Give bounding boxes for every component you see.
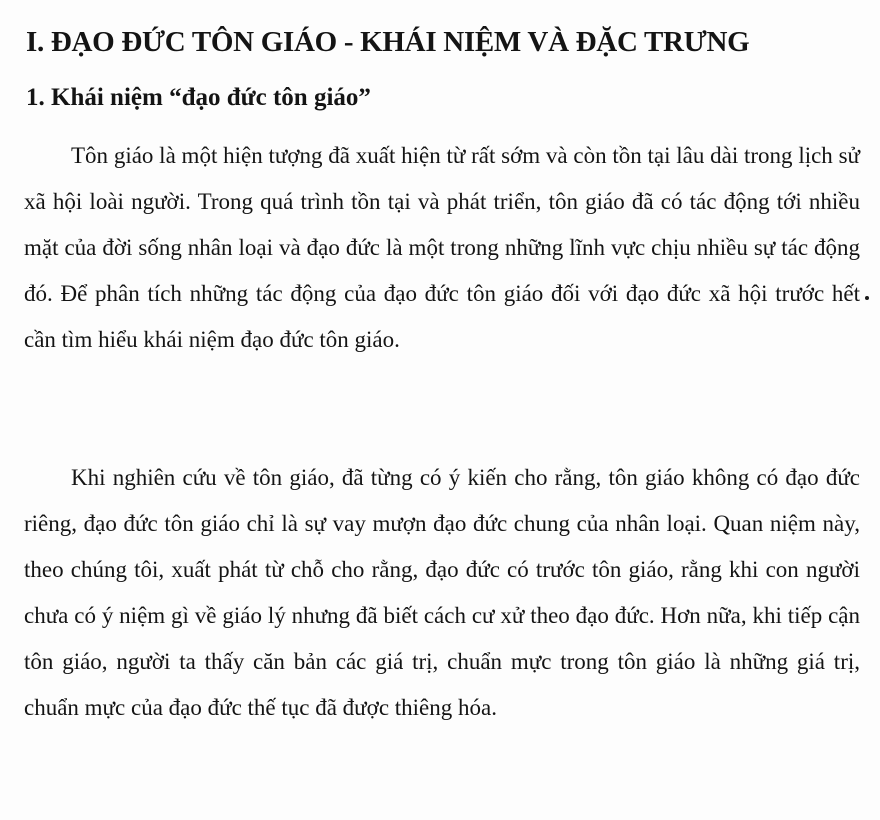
subsection-heading: 1. Khái niệm “đạo đức tôn giáo”: [26, 84, 371, 111]
paragraph-1: Tôn giáo là một hiện tượng đã xuất hiện từ rất sớm và còn tồn tại lâu dài trong lịch sử xã hội loài người. Trong quá trình tồn tại và phát triển, tôn giáo đã có tác động tới nhiều mặt của đời sống nhân loại và đạo đức là một trong những lĩnh vực chịu nhiều sự tác động đó. Để phân tích những tác động của đạo đức tôn giáo đối với đạo đức xã hội trước hết cần tìm hiểu khái niệm đạo đức tôn giáo.: [24, 143, 860, 352]
section-heading: I. ĐẠO ĐỨC TÔN GIÁO - KHÁI NIỆM VÀ ĐẶC TRƯNG: [26, 26, 750, 58]
scan-dot-mark: [865, 296, 869, 300]
paragraph-2: Khi nghiên cứu về tôn giáo, đã từng có ý kiến cho rằng, tôn giáo không có đạo đức riêng, đạo đức tôn giáo chỉ là sự vay mượn đạo đức chung của nhân loại. Quan niệm này, theo chúng tôi, xuất phát từ chỗ cho rằng, đạo đức có trước tôn giáo, rằng khi con người chưa có ý niệm gì về giáo lý nhưng đã biết cách cư xử theo đạo đức. Hơn nữa, khi tiếp cận tôn giáo, người ta thấy căn bản các giá trị, chuẩn mực trong tôn giáo là những giá trị, chuẩn mực của đạo đức thế tục đã được thiêng hóa.: [24, 465, 860, 720]
